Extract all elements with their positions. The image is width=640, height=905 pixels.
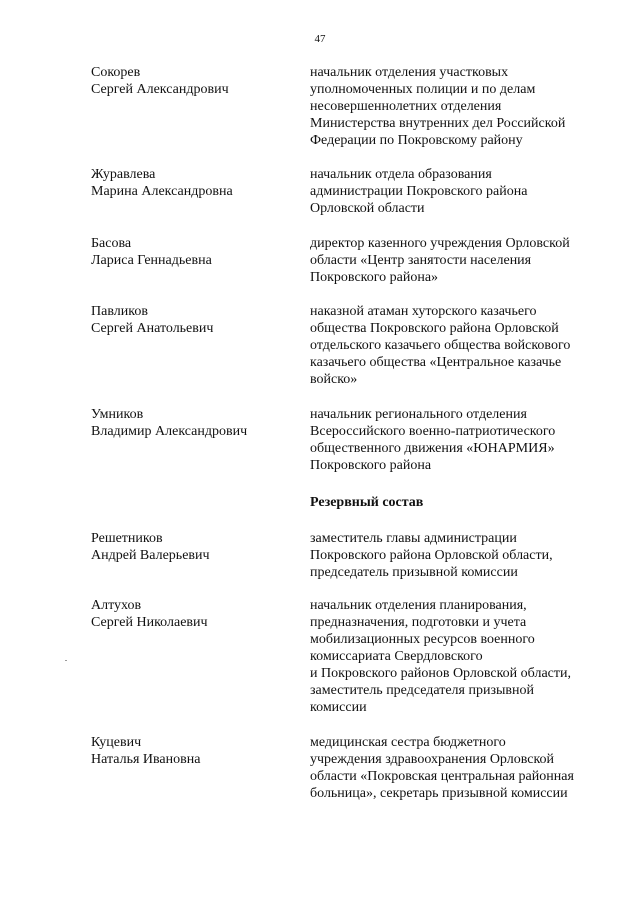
member-role — [310, 406, 590, 474]
role-line: медицинская сестра бюджетного — [310, 735, 506, 750]
member-role — [310, 303, 590, 388]
role-line: мобилизационных ресурсов военного — [310, 632, 535, 647]
given-names: Андрей Валерьевич — [91, 548, 210, 563]
surname: Басова — [91, 236, 132, 251]
given-names: Сергей Анатольевич — [91, 321, 214, 336]
member-name — [91, 406, 310, 474]
given-names: Сергей Николаевич — [91, 615, 208, 630]
surname: Журавлева — [91, 167, 156, 182]
role-line: Покровского района Орловской области, — [310, 548, 553, 563]
reserve-member-entry — [91, 530, 591, 581]
role-line: несовершеннолетних отделения — [310, 99, 502, 114]
role-line: отдельского казачьего общества войскового — [310, 338, 571, 353]
given-names: Сергей Александрович — [91, 82, 229, 97]
member-role — [310, 597, 590, 716]
role-line: общества Покровского района Орловской — [310, 321, 559, 336]
role-line: администрации Покровского района — [310, 184, 528, 199]
role-line: комиссии — [310, 700, 367, 715]
given-names: Марина Александровна — [91, 184, 233, 199]
role-line: председатель призывной комиссии — [310, 565, 518, 580]
surname: Умников — [91, 407, 144, 422]
member-entry — [91, 303, 591, 388]
role-line: директор казенного учреждения Орловской — [310, 236, 570, 251]
surname: Куцевич — [91, 735, 142, 750]
role-line: Федерации по Покровскому району — [310, 133, 523, 148]
surname: Алтухов — [91, 598, 142, 613]
role-line: казачьего общества «Центральное казачье — [310, 355, 562, 370]
member-role — [310, 64, 590, 149]
member-role — [310, 530, 590, 581]
role-line: начальник отделения участковых — [310, 65, 509, 80]
surname: Павликов — [91, 304, 148, 319]
reserve-member-entry — [91, 734, 591, 802]
role-line: комиссариата Свердловского — [310, 649, 483, 664]
role-line: области «Центр занятости населения — [310, 253, 532, 268]
member-entry — [91, 406, 591, 474]
member-name — [91, 734, 310, 802]
role-line: учреждения здравоохранения Орловской — [310, 752, 555, 767]
role-line: заместитель главы администрации — [310, 531, 517, 546]
member-name — [91, 530, 310, 581]
role-line: заместитель председателя призывной — [310, 683, 534, 698]
role-line: Всероссийского военно-патриотического — [310, 424, 556, 439]
reserve-heading: Резервный состав — [310, 495, 424, 510]
member-name — [91, 64, 310, 149]
given-names: Лариса Геннадьевна — [91, 253, 212, 268]
given-names: Наталья Ивановна — [91, 752, 201, 767]
role-line: Министерства внутренних дел Российской — [310, 116, 566, 131]
member-entry — [91, 166, 591, 217]
role-line: начальник отдела образования — [310, 167, 492, 182]
role-line: Покровского района» — [310, 270, 439, 285]
role-line: Орловской области — [310, 201, 425, 216]
role-line: больница», секретарь призывной комиссии — [310, 786, 568, 801]
role-line: общественного движения «ЮНАРМИЯ» — [310, 441, 555, 456]
surname: Решетников — [91, 531, 163, 546]
role-line: наказной атаман хуторского казачьего — [310, 304, 537, 319]
role-line: начальник регионального отделения — [310, 407, 527, 422]
scan-speck — [65, 660, 67, 661]
member-role — [310, 166, 590, 217]
role-line: области «Покровская центральная районная — [310, 769, 574, 784]
member-name — [91, 597, 310, 716]
reserve-member-entry — [91, 597, 591, 716]
surname: Сокорев — [91, 65, 141, 80]
member-entry — [91, 64, 591, 149]
role-line: начальник отделения планирования, — [310, 598, 527, 613]
given-names: Владимир Александрович — [91, 424, 248, 439]
member-name — [91, 166, 310, 217]
member-name — [91, 235, 310, 286]
member-role — [310, 235, 590, 286]
role-line: войско» — [310, 372, 358, 387]
role-line: Покровского района — [310, 458, 432, 473]
member-name — [91, 303, 310, 388]
role-line: уполномоченных полиции и по делам — [310, 82, 536, 97]
role-line: предназначения, подготовки и учета — [310, 615, 527, 630]
member-entry — [91, 235, 591, 286]
role-line: и Покровского районов Орловской области, — [310, 666, 571, 681]
member-role — [310, 734, 590, 802]
page-number: 47 — [314, 33, 326, 45]
